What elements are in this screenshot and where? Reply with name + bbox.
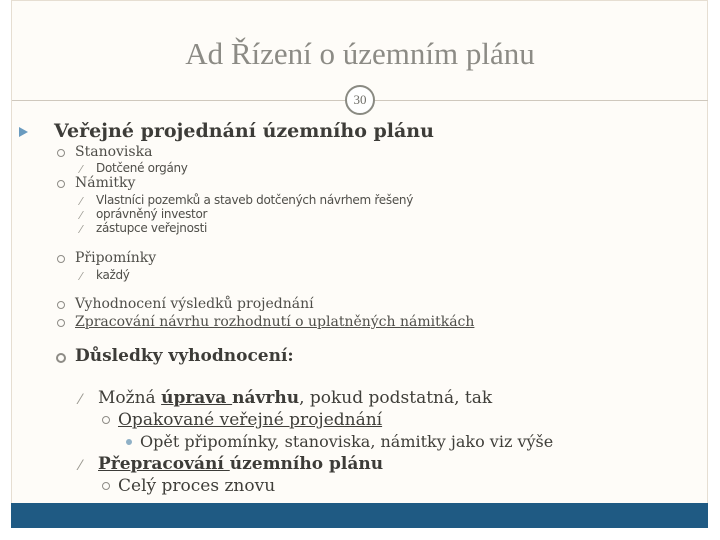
- quill-bullet-icon: ⁄: [80, 195, 82, 208]
- item-opakovane: Opakované veřejné projednání: [118, 410, 383, 430]
- arrow-bullet-icon: [19, 127, 28, 137]
- uprava-bold: návrhu: [232, 388, 300, 408]
- item-prepracovani: [98, 454, 383, 474]
- ring-bullet-icon: [57, 180, 65, 188]
- item-uprava: [98, 388, 492, 408]
- dot-bullet-icon: [126, 439, 132, 445]
- uprava-suffix: , pokud podstatná, tak: [299, 388, 493, 408]
- ring-bullet-icon: [57, 149, 65, 157]
- quill-bullet-icon: ⁄: [79, 392, 82, 408]
- quill-bullet-icon: ⁄: [80, 223, 82, 236]
- item-pripominky: Připomínky: [75, 250, 157, 266]
- prepracovani-underlined: Přepracování: [98, 454, 230, 474]
- item-cely-proces: Celý proces znovu: [118, 476, 276, 496]
- item-namitky: Námitky: [75, 175, 136, 191]
- item-verejnost: zástupce veřejnosti: [96, 221, 208, 235]
- item-dusledky: Důsledky vyhodnocení:: [75, 346, 294, 366]
- item-zpracovani: Zpracování návrhu rozhodnutí o uplatněných námitkách: [75, 314, 475, 330]
- heading-public-hearing: Veřejné projednání územního plánu: [54, 120, 434, 142]
- item-vlastnici: Vlastníci pozemků a staveb dotčených návrhem řešený: [96, 193, 414, 207]
- quill-bullet-icon: ⁄: [80, 270, 82, 283]
- item-kazdy: každý: [96, 268, 130, 282]
- item-opet: Opět připomínky, stanoviska, námitky jako viz výše: [140, 432, 554, 451]
- quill-bullet-icon: ⁄: [80, 163, 82, 176]
- item-vyhodnoceni: Vyhodnocení výsledků projednání: [75, 296, 314, 312]
- prepracovani-bold: územního plánu: [229, 454, 384, 474]
- uprava-prefix: Možná: [98, 388, 162, 408]
- item-stanoviska: Stanoviska: [75, 144, 153, 160]
- quill-bullet-icon: ⁄: [79, 458, 82, 474]
- ring-bullet-icon: [102, 482, 110, 490]
- slide-title: Ad Řízení o územním plánu: [185, 36, 535, 71]
- uprava-underlined: úprava: [161, 388, 233, 408]
- slide-number: 30: [345, 85, 375, 115]
- ring-bullet-icon: [57, 301, 65, 309]
- footer-bar: [11, 503, 708, 528]
- ring-bullet-icon: [102, 416, 110, 424]
- ring-bullet-icon: [56, 353, 66, 363]
- item-investor: oprávněný investor: [96, 207, 208, 221]
- item-dotcene-organy: Dotčené orgány: [96, 161, 188, 175]
- quill-bullet-icon: ⁄: [80, 209, 82, 222]
- ring-bullet-icon: [57, 319, 65, 327]
- ring-bullet-icon: [57, 255, 65, 263]
